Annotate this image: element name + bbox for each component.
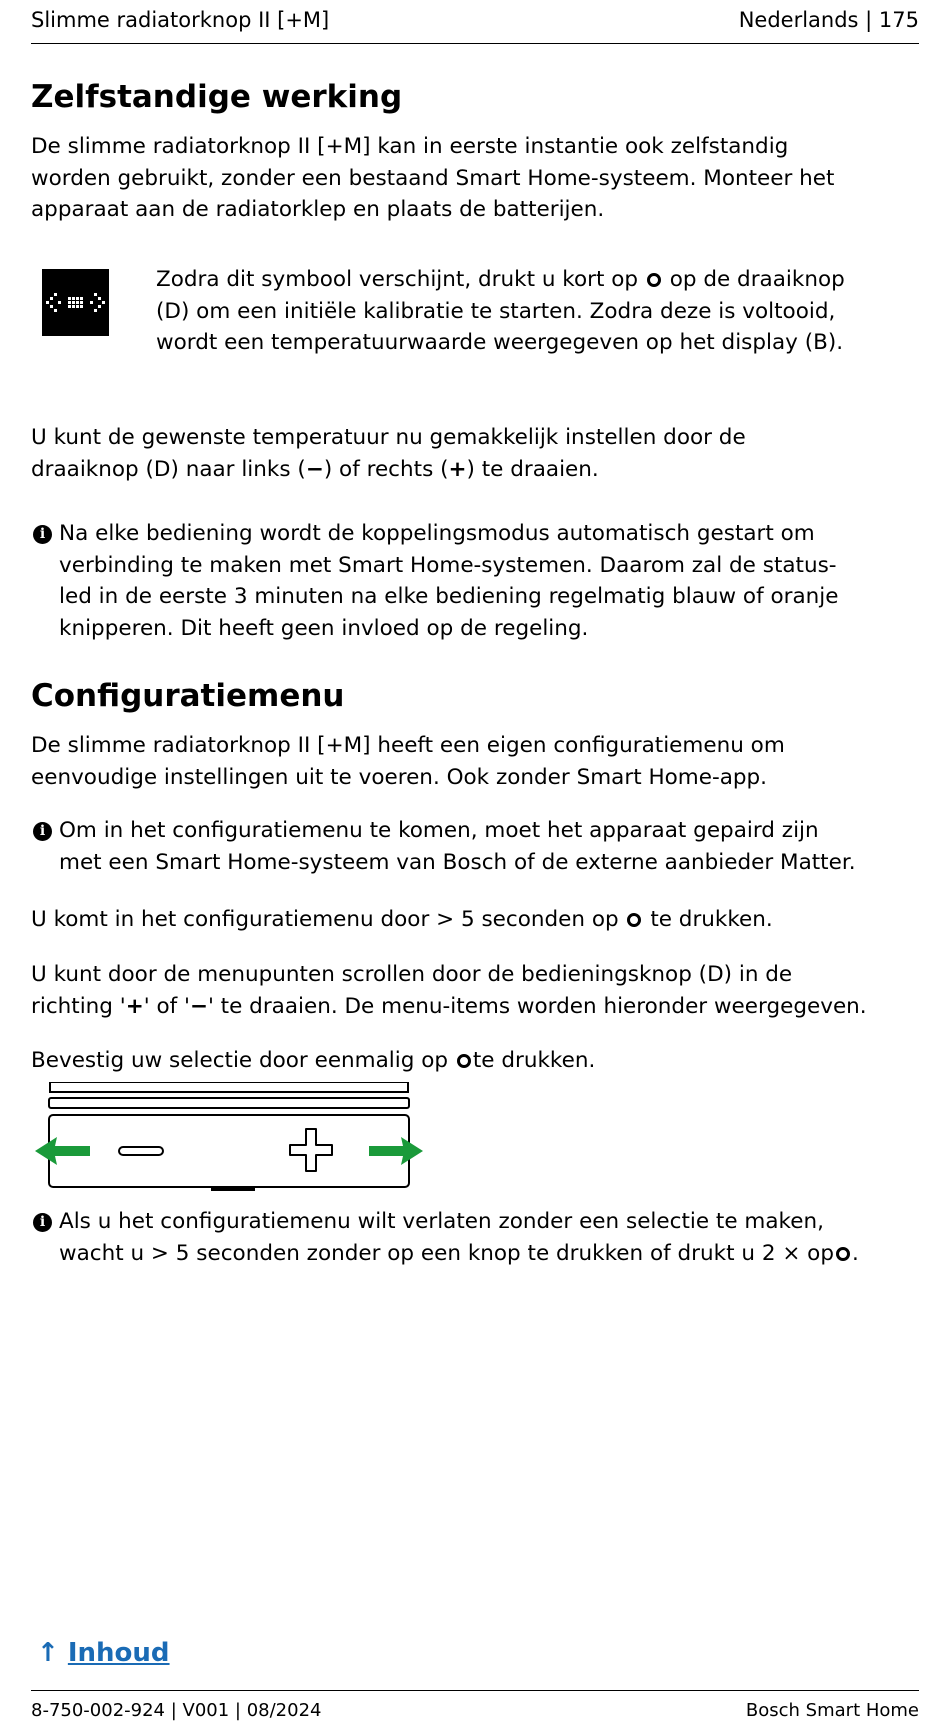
calibration-line: (D) om een initiële kalibratie te starten. Zodra deze is voltooid, [156, 298, 836, 324]
page-header [31, 6, 919, 44]
enter-menu-paragraph [31, 904, 931, 936]
pairing-required-text [59, 815, 856, 878]
brand-name: Bosch Smart Home [745, 1700, 919, 1721]
button-circle-icon [836, 1247, 850, 1261]
document-id: 8-750-002-924 | V001 | 08/2024 [31, 1700, 322, 1721]
calibration-text: Zodra dit symbool verschijnt, drukt u kort op [156, 267, 645, 292]
adjust-text: ) of rechts ( [323, 456, 449, 482]
adjust-text: draaiknop (D) naar links ( [31, 456, 306, 482]
scroll-line [31, 991, 931, 1023]
calibration-line: wordt een temperatuurwaarde weergegeven op het display (B). [156, 330, 844, 355]
config-intro-paragraph [31, 730, 931, 793]
section-title-standalone: Zelfstandige werking [31, 79, 403, 115]
rotate-right-arrow-icon [35, 1082, 435, 1194]
intro-line: apparaat aan de radiatorklep en plaats de batterijen. [31, 197, 605, 222]
confirm-paragraph [31, 1045, 931, 1077]
info-icon: i [33, 525, 52, 544]
button-circle-icon [457, 1054, 471, 1068]
table-of-contents-link[interactable] [37, 1638, 170, 1668]
adjust-text: ) te draaien. [466, 456, 599, 482]
config-intro-line: De slimme radiatorknop II [+M] heeft een eigen configuratiemenu om [31, 733, 785, 758]
info-line: wacht u > 5 seconden zonder op een knop te drukken of drukt u 2 × op . [59, 1240, 859, 1266]
info-line: led in de eerste 3 minuten na elke bediening regelmatig blauw of oranje [59, 584, 839, 609]
info-line: Om in het configuratiemenu te komen, moet het apparaat gepaird zijn [59, 818, 819, 843]
info-line: Na elke bediening wordt de koppelingsmodus automatisch gestart om [59, 521, 815, 546]
adjust-line: U kunt de gewenste temperatuur nu gemakkelijk instellen door de [31, 425, 746, 450]
info-icon: i [33, 822, 52, 841]
calibration-instruction [156, 264, 845, 359]
adjust-line [31, 454, 931, 486]
exit-text: wacht u > 5 seconden zonder op een knop te drukken of drukt u 2 × op [59, 1240, 834, 1266]
up-arrow-icon: ↑ [37, 1638, 59, 1668]
enter-text: te drukken. [643, 907, 773, 932]
header-product-name: Slimme radiatorknop II [+M] [31, 8, 330, 32]
minus-symbol: − [189, 993, 208, 1019]
info-line: knipperen. Dit heeft geen invloed op de regeling. [59, 615, 589, 641]
calibration-symbol-icon [42, 269, 109, 336]
intro-line: De slimme radiatorknop II [+M] kan in eerste instantie ook zelfstandig [31, 134, 789, 159]
calibration-text: op de draaiknop [662, 267, 845, 292]
enter-text: U komt in het configuratiemenu door > 5 seconden op [31, 907, 626, 932]
scroll-text: ' te draaien. De menu-items worden hieronder weergegeven. [207, 993, 867, 1019]
calibration-line [156, 264, 845, 296]
pairing-info-text [59, 518, 838, 644]
section-title-config-menu: Configuratiemenu [31, 678, 345, 714]
thermostat-rotation-diagram [35, 1082, 435, 1194]
scroll-text: ' of ' [143, 993, 190, 1019]
exit-menu-text [59, 1206, 859, 1269]
confirm-text: Bevestig uw selectie door eenmalig op [31, 1048, 455, 1073]
temperature-adjust-paragraph [31, 422, 931, 485]
plus-symbol: + [125, 993, 144, 1019]
intro-line: worden gebruikt, zonder een bestaand Smart Home-systeem. Monteer het [31, 165, 835, 191]
info-line: verbinding te maken met Smart Home-systemen. Daarom zal de status- [59, 552, 837, 578]
plus-symbol: + [448, 456, 467, 482]
scroll-menu-paragraph [31, 959, 931, 1022]
minus-symbol: − [305, 456, 324, 482]
scroll-line: U kunt door de menupunten scrollen door de bedieningsknop (D) in de [31, 962, 793, 987]
page-footer [31, 1690, 919, 1728]
scroll-text: richting ' [31, 993, 126, 1019]
confirm-text: te drukken. [472, 1048, 596, 1073]
manual-page [31, 0, 919, 1728]
button-circle-icon [627, 913, 641, 927]
contents-link-label: Inhoud [67, 1638, 170, 1668]
config-intro-line: eenvoudige instellingen uit te voeren. Ook zonder Smart Home-app. [31, 764, 768, 790]
header-language-page: Nederlands | 175 [738, 8, 919, 32]
info-line: Als u het configuratiemenu wilt verlaten zonder een selectie te maken, [59, 1209, 824, 1234]
button-circle-icon [647, 273, 661, 287]
standalone-intro-paragraph [31, 131, 931, 226]
info-icon: i [33, 1213, 52, 1232]
info-line: met een Smart Home-systeem van Bosch of de externe aanbieder Matter. [59, 849, 856, 875]
